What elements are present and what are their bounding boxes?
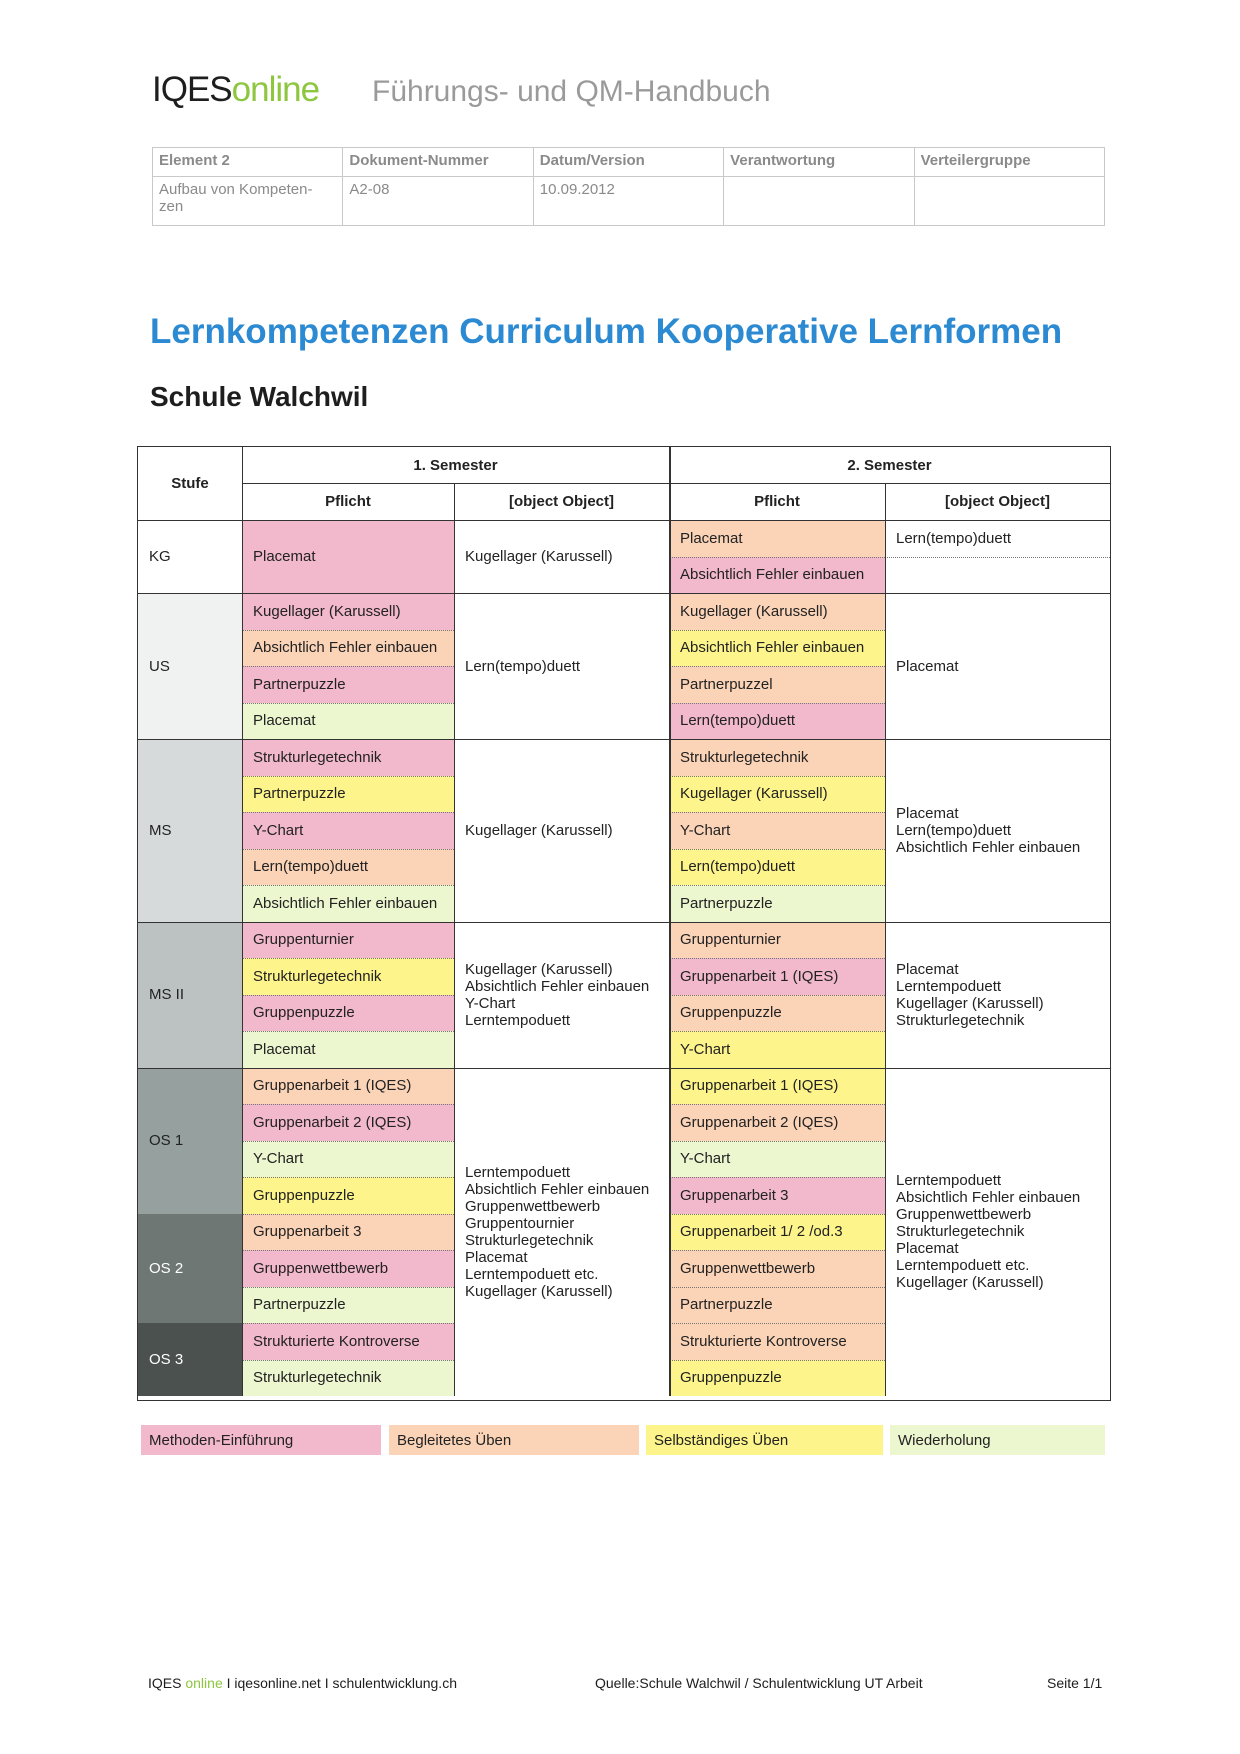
dotted-divider [669, 849, 885, 850]
dotted-divider [669, 1360, 885, 1361]
dotted-divider [242, 1287, 454, 1288]
footer-link-text: I iqesonline.net I schulentwicklung.ch [222, 1675, 457, 1691]
s1-pflicht-cell: Gruppenarbeit 2 (IQES) [242, 1104, 454, 1141]
dotted-divider [669, 630, 885, 631]
dotted-divider [242, 1141, 454, 1142]
s2-pflicht-cell: Lern(tempo)duett [669, 703, 885, 740]
s1-pflicht-cell: Y-Chart [242, 1141, 454, 1178]
curriculum-table [137, 446, 1111, 1401]
dotted-divider [885, 557, 1110, 558]
semester-1-header: 1. Semester [413, 456, 498, 474]
s1-pflicht-cell: Placemat [242, 1031, 454, 1068]
s2-pflicht-cell: Kugellager (Karussell) [669, 593, 885, 630]
legend-item-methoden-einfuehrung [141, 1425, 381, 1455]
s2-pflicht-cell: Partnerpuzzle [669, 1287, 885, 1324]
s1-pflicht-cell: Kugellager (Karussell) [242, 593, 454, 630]
s1-pflicht-cell: Strukturlegetechnik [242, 739, 454, 776]
dotted-divider [669, 703, 885, 704]
semester-header-line [242, 483, 1110, 484]
s2-pflicht-cell: Absichtlich Fehler einbauen [669, 630, 885, 667]
dotted-divider [242, 1214, 454, 1215]
footer-brand-iqes: IQES [148, 1675, 182, 1691]
dotted-divider [669, 557, 885, 558]
page-title: Lernkompetenzen Curriculum Kooperative Lernformen [150, 312, 1063, 351]
s2-pflicht-cell: Gruppenturnier [669, 922, 885, 959]
dotted-divider [669, 995, 885, 996]
wahl-cell-ms2-s1: Kugellager (Karussell) Absichtlich Fehler einbauen Y-Chart Lerntempoduett [465, 960, 650, 1029]
dotted-divider [669, 666, 885, 667]
s2-pflicht-cell: Partnerpuzzel [669, 666, 885, 703]
level-divider-line [138, 593, 1110, 594]
s1-pflicht-cell: Strukturierte Kontroverse [242, 1323, 454, 1360]
semester-2-header: 2. Semester [847, 456, 932, 474]
wahl-cell-ms-s1: Kugellager (Karussell) [465, 821, 613, 839]
s1-pflicht-cell: Partnerpuzzle [242, 1287, 454, 1324]
meta-header-date-version: Datum/Version [533, 148, 723, 177]
dotted-divider [669, 885, 885, 886]
header-bottom-line [138, 520, 1110, 521]
level-divider-line [138, 1068, 1110, 1069]
meta-header-distribution: Verteilergruppe [914, 148, 1104, 177]
dotted-divider [242, 995, 454, 996]
dotted-divider [242, 1250, 454, 1251]
meta-value-responsibility [724, 177, 914, 226]
legend-label: Selbständiges Üben [654, 1431, 789, 1449]
wahl-cell-us-s1: Lern(tempo)duett [465, 657, 581, 675]
level-divider-line [138, 739, 1110, 740]
meta-value-distribution [914, 177, 1104, 226]
footer-page-number: Seite 1/1 [1047, 1675, 1103, 1691]
level-divider-line [138, 922, 1110, 923]
s1-pflicht-cell: Partnerpuzzle [242, 666, 454, 703]
dotted-divider [669, 1287, 885, 1288]
s2-pflicht-cell: Strukturlegetechnik [669, 739, 885, 776]
meta-header-responsibility: Verantwortung [724, 148, 914, 177]
s1-pflicht-cell: Gruppenturnier [242, 922, 454, 959]
wahl-cell-os-s2: Lerntempoduett Absichtlich Fehler einbauen Gruppenwettbewerb Strukturlegetechnik Placemat Lerntempoduett etc. Kugellager (Karussell) [896, 1172, 1081, 1292]
logo-iqes: IQES [152, 70, 232, 109]
iqes-online-logo [152, 70, 319, 110]
stufe-label-os-2: OS 2 [149, 1259, 184, 1277]
footer-source: Quelle:Schule Walchwil / Schulentwicklung UT Arbeit [595, 1675, 923, 1691]
dotted-divider [242, 1031, 454, 1032]
kg-s2-wahl-cell: Lern(tempo)duett [896, 529, 1012, 547]
s1-pflicht-cell: Gruppenarbeit 3 [242, 1214, 454, 1251]
dotted-divider [242, 666, 454, 667]
meta-header-element: Element 2 [153, 148, 343, 177]
s2-pflicht-cell: Gruppenwettbewerb [669, 1250, 885, 1287]
dotted-divider [669, 1141, 885, 1142]
meta-value-date-version: 10.09.2012 [533, 177, 723, 226]
legend-label: Begleitetes Üben [397, 1431, 512, 1449]
dotted-divider [669, 1323, 885, 1324]
dotted-divider [669, 958, 885, 959]
wahl-cell-ms2-s2: Placemat Lerntempoduett Kugellager (Karussell) Strukturlegetechnik [896, 960, 1044, 1029]
meta-value-document-number: A2-08 [343, 177, 533, 226]
s1-pflicht-cell: Gruppenpuzzle [242, 1177, 454, 1214]
dotted-divider [242, 885, 454, 886]
s2-pflicht-cell: Lern(tempo)duett [669, 849, 885, 886]
dotted-divider [669, 776, 885, 777]
kg-s2-pflicht-cell: Placemat [669, 520, 885, 557]
s1-pflicht-cell: Strukturlegetechnik [242, 1360, 454, 1397]
s1-pflicht-cell: Lern(tempo)duett [242, 849, 454, 886]
dotted-divider [669, 1031, 885, 1032]
semester-2-pflicht-header: Pflicht [754, 493, 800, 510]
legend-item-wiederholung [890, 1425, 1105, 1455]
s1-pflicht-cell: Gruppenwettbewerb [242, 1250, 454, 1287]
wahl-cell-us-s2: Placemat [896, 657, 959, 675]
s2-pflicht-cell: Strukturierte Kontroverse [669, 1323, 885, 1360]
legend-item-begleitetes-ueben [389, 1425, 639, 1455]
dotted-divider [242, 1360, 454, 1361]
legend-label: Wiederholung [898, 1431, 991, 1449]
dotted-divider [242, 958, 454, 959]
dotted-divider [242, 1104, 454, 1105]
semester-2-wahl-header: [object Object] [944, 493, 1050, 510]
meta-value-element: Aufbau von Kompeten- zen [153, 177, 343, 226]
dotted-divider [669, 1104, 885, 1105]
s1-pflicht-cell: Gruppenarbeit 1 (IQES) [242, 1068, 454, 1105]
dotted-divider [669, 1250, 885, 1251]
wahl-cell-ms-s2: Placemat Lern(tempo)duett Absichtlich Fehler einbauen [896, 804, 1081, 856]
s1-pflicht-cell: Absichtlich Fehler einbauen [242, 630, 454, 667]
s1-pflicht-cell: Strukturlegetechnik [242, 958, 454, 995]
s2-pflicht-cell: Y-Chart [669, 1141, 885, 1178]
kg-s1-wahl-cell: Kugellager (Karussell) [465, 548, 613, 565]
logo-online: online [231, 70, 320, 109]
semester2-wahl-line [885, 483, 886, 1396]
dotted-divider [242, 849, 454, 850]
legend-item-selbstaendiges-ueben [646, 1425, 883, 1455]
s2-pflicht-cell: Gruppenpuzzle [669, 1360, 885, 1397]
dotted-divider [669, 812, 885, 813]
dotted-divider [242, 630, 454, 631]
kg-s2-pflicht-cell: Absichtlich Fehler einbauen [669, 557, 885, 594]
page-subtitle: Schule Walchwil [150, 381, 369, 412]
s2-pflicht-cell: Gruppenarbeit 1 (IQES) [669, 1068, 885, 1105]
s1-pflicht-cell: Y-Chart [242, 812, 454, 849]
dotted-divider [242, 812, 454, 813]
stufe-label-us: US [149, 657, 170, 675]
stufe-label-ms-ii: MS II [149, 986, 185, 1003]
s2-pflicht-cell: Gruppenarbeit 1 (IQES) [669, 958, 885, 995]
footer-brand-online: online [185, 1675, 223, 1691]
dotted-divider [669, 1214, 885, 1215]
dotted-divider [242, 703, 454, 704]
s2-pflicht-cell: Kugellager (Karussell) [669, 776, 885, 813]
stufe-header: Stufe [171, 475, 209, 492]
stufe-label-kg: KG [149, 548, 171, 565]
s2-pflicht-cell: Y-Chart [669, 812, 885, 849]
semester1-wahl-line [454, 483, 455, 1396]
kg-s1-pflicht-cell: Placemat [242, 520, 454, 593]
legend-label: Methoden-Einführung [149, 1431, 294, 1449]
s2-pflicht-cell: Gruppenarbeit 2 (IQES) [669, 1104, 885, 1141]
s1-pflicht-cell: Placemat [242, 703, 454, 740]
s2-pflicht-cell: Gruppenarbeit 1/ 2 /od.3 [669, 1214, 885, 1251]
wahl-cell-os-s1: Lerntempoduett Absichtlich Fehler einbauen Gruppenwettbewerb Gruppentournier Strukturlegetechnik Placemat Lerntempoduett etc. Kugellager (Karussell) [465, 1163, 650, 1300]
s2-pflicht-cell: Gruppenarbeit 3 [669, 1177, 885, 1214]
stufe-label-os-1: OS 1 [149, 1132, 184, 1149]
footer-links [148, 1675, 457, 1691]
s2-pflicht-cell: Gruppenpuzzle [669, 995, 885, 1032]
s1-pflicht-cell: Gruppenpuzzle [242, 995, 454, 1032]
document-meta-table [152, 147, 1105, 226]
dotted-divider [242, 776, 454, 777]
stufe-label-os-3: OS 3 [149, 1351, 184, 1368]
s1-pflicht-cell: Absichtlich Fehler einbauen [242, 885, 454, 922]
semester-1-pflicht-header: Pflicht [325, 493, 371, 510]
stufe-label-ms: MS [149, 821, 172, 839]
handbook-title: Führungs- und QM-Handbuch [372, 75, 771, 108]
dotted-divider [242, 1323, 454, 1324]
dotted-divider [669, 1177, 885, 1178]
meta-header-document-number: Dokument-Nummer [343, 148, 533, 177]
dotted-divider [242, 1177, 454, 1178]
s2-pflicht-cell: Y-Chart [669, 1031, 885, 1068]
semester-1-wahl-header: [object Object] [508, 493, 614, 510]
s1-pflicht-cell: Partnerpuzzle [242, 776, 454, 813]
s2-pflicht-cell: Partnerpuzzle [669, 885, 885, 922]
